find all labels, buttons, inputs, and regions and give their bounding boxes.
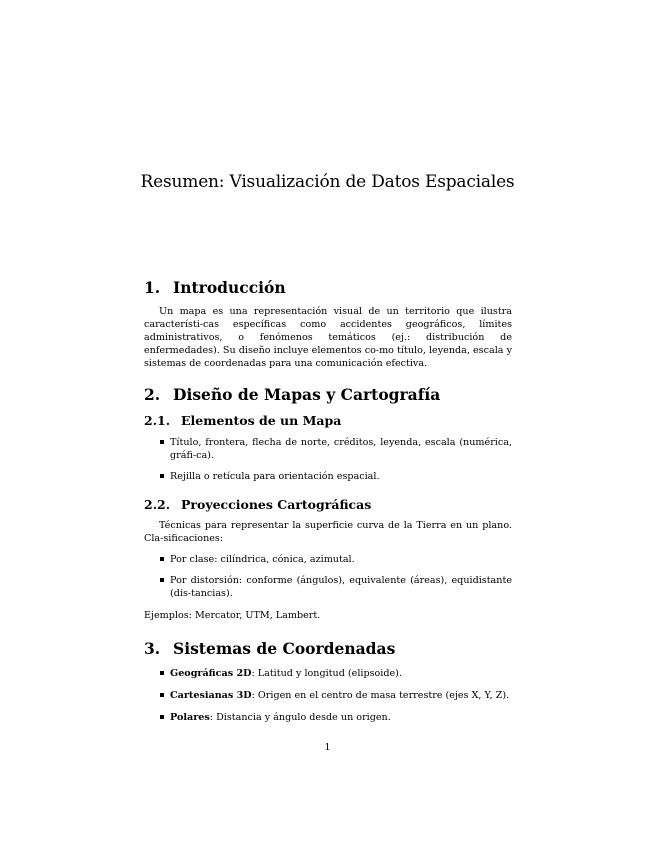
bullet-icon (160, 715, 164, 719)
list-item: Polares: Distancia y ángulo desde un origen. (144, 711, 512, 724)
list-item: Por clase: cilíndrica, cónica, azimutal. (144, 553, 512, 566)
section-2-heading (144, 385, 440, 404)
section-title: Diseño de Mapas y Cartografía (173, 385, 441, 404)
section-title: Introducción (173, 278, 286, 297)
projections-examples: Ejemplos: Mercator, UTM, Lambert. (144, 610, 321, 621)
subsection-number: 2.2. (144, 497, 171, 512)
section-title: Sistemas de Coordenadas (173, 639, 396, 658)
term: Cartesianas 3D (170, 690, 252, 701)
bullet-icon (160, 474, 164, 478)
section-number: 3. (144, 639, 161, 658)
projections-list (144, 553, 512, 600)
section-3-heading (144, 639, 395, 658)
map-elements-list (144, 436, 512, 483)
list-item: Por distorsión: conforme (ángulos), equivalente (áreas), equidistante (dis-tancias). (144, 574, 512, 600)
coordinate-systems-list (144, 667, 512, 724)
subsection-title: Proyecciones Cartográficas (181, 497, 372, 512)
projections-intro: Técnicas para representar la superficie curva de la Tierra en un plano. Cla-sificaciones: (144, 520, 512, 544)
subsection-title: Elementos de un Mapa (181, 413, 342, 428)
subsection-2-2-heading (144, 497, 371, 512)
bullet-icon (160, 578, 164, 582)
list-item: Cartesianas 3D: Origen en el centro de masa terrestre (ejes X, Y, Z). (144, 689, 512, 702)
list-item: Título, frontera, flecha de norte, créditos, leyenda, escala (numérica, gráfi-ca). (144, 436, 512, 462)
list-item: Rejilla o retícula para orientación espacial. (144, 470, 512, 483)
section-1-heading (144, 278, 286, 297)
term: Polares (170, 712, 210, 723)
page-number: 1 (324, 742, 331, 753)
section-number: 1. (144, 278, 161, 297)
subsection-2-1-heading (144, 413, 341, 428)
bullet-icon (160, 440, 164, 444)
bullet-icon (160, 671, 164, 675)
term: Geográficas 2D (170, 668, 252, 679)
bullet-icon (160, 557, 164, 561)
subsection-number: 2.1. (144, 413, 171, 428)
bullet-icon (160, 693, 164, 697)
intro-paragraph: Un mapa es una representación visual de un territorio que ilustra característi-cas específicas como accidentes geográficos, límites administrativos, o fenómenos temáticos (ej.: distribución de enfermedades). Su diseño incluye elementos co-mo título, leyenda, escala y sistemas de coordenadas para una comunicación efectiva. (144, 306, 512, 369)
document-title: Resumen: Visualización de Datos Espaciales (140, 172, 515, 192)
section-number: 2. (144, 385, 161, 404)
list-item: Geográficas 2D: Latitud y longitud (elipsoide). (144, 667, 512, 680)
